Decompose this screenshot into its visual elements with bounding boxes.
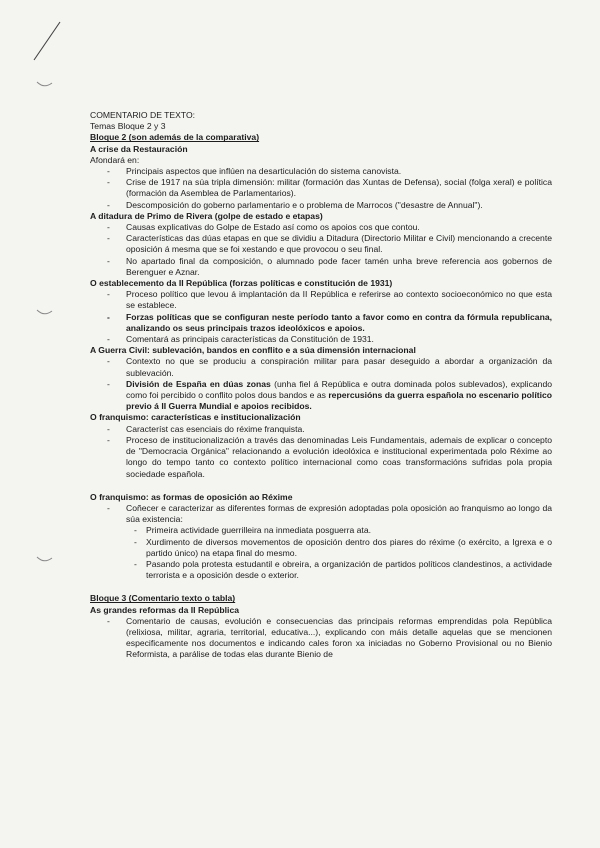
sublist-item: - Primeira actividade guerrilleira na inmediata posguerra ata.: [90, 525, 552, 536]
list-item: - Proceso político que levou á implantación da II República e referirse ao contexto socioeconómico no que esta se establece.: [90, 289, 552, 311]
bold-phrase: División de España en dúas zonas: [126, 378, 271, 389]
punch-hole-mark-top: [36, 80, 54, 90]
list-guerra-civil: [90, 356, 552, 412]
list-item: - Contexto no que se produciu a conspiración militar para pasar deseguido a abordar a organización da sublevación.: [90, 356, 552, 378]
pen-stroke-mark: [30, 18, 70, 64]
bold-phrase: repercusións da guerra española no escenario político previo á II Guerra Mundial e apoios recibidos.: [126, 390, 552, 412]
list-item: - Proceso de institucionalización a través das denominadas Leis Fundamentais, ademais de explicar o concepto de "Democracia Orgánica" relacionando a evolución ideolóxica e institucional experimentada polo Réxime ao longo do tempo tanto co contexto político internacional como coas transformacións sufridas pola propia sociedade española.: [90, 435, 552, 480]
section-intro: Afondará en:: [90, 154, 140, 165]
list-item: - Descomposición do goberno parlamentario e o problema de Marrocos ("desastre de Annual").: [90, 200, 552, 211]
list-ii-republica: [90, 289, 552, 345]
list-item: - Característ cas esenciais do réxime franquista.: [90, 424, 552, 435]
sublist-oposicion: [90, 525, 552, 581]
bloque3-heading: Bloque 3 (Comentario texto o tabla): [90, 593, 236, 604]
document-title: COMENTARIO DE TEXTO:: [90, 110, 196, 120]
list-item: - Causas explicativas do Golpe de Estado así como os apoios cos que contou.: [90, 222, 552, 233]
list-reformas-ii-republica: [90, 616, 552, 661]
list-primo-de-rivera: [90, 222, 552, 278]
list-item: [90, 379, 552, 413]
list-item: - No apartado final da composición, o alumnado pode facer tamén unha breve referencia aos gobernos de Berenguer e Aznar.: [90, 256, 552, 278]
list-item: - Principais aspectos que inflúen na desarticulación do sistema canovista.: [90, 166, 552, 177]
section-title-reformas-ii-republica: As grandes reformas da II República: [90, 604, 240, 615]
list-item: - Comentario de causas, evolución e consecuencias das principais reformas emprendidas pola República (relixiosa, militar, agraria, territorial, educativa...), explicando con máis detalle aquelas que se mencionen especificamente nos documentos e indicando cales foron xa iniciadas no Goberno Provisional ou no Bienio Reformista, a parálise de todas elas durante Bienio de: [90, 616, 552, 661]
section-title-ii-republica: O establecemento da II República (forzas políticas e constitución de 1931): [90, 278, 393, 289]
item-text: (unha fiel á República e outra dominada polos sublevados), explicando como foi percibido o conflito polos dous bandos e as: [126, 378, 553, 401]
section-title-guerra-civil: A Guerra Civil: sublevación, bandos en conflito e a súa dimensión internacional: [90, 345, 416, 356]
sublist-item: - Xurdimento de diversos movementos de oposición dentro dos piares do réxime (o exército, a Igrexa e o partido único) na etapa final do mesmo.: [90, 537, 552, 559]
item-text: Coñecer e caracterizar as diferentes formas de expresión adoptadas pola oposición ao franquismo ao longo da súa existencia:: [126, 502, 552, 525]
list-item: - Comentará as principais características da Constitución de 1931.: [90, 334, 552, 345]
list-franquismo-institucionalizacion: [90, 424, 552, 480]
list-item: [90, 503, 552, 581]
punch-hole-mark-bottom: [36, 555, 54, 565]
list-item: - Características das dúas etapas en que se dividiu a Ditadura (Directorio Militar e Civil) mencionando a crecente oposición á mesma que se foi xestando e que provocou o seu final.: [90, 233, 552, 255]
section-title-franquismo-institucionalizacion: O franquismo: características e institucionalización: [90, 412, 301, 423]
section-title-crise-restauracion: A crise da Restauración: [90, 143, 188, 154]
document-subtitle: Temas Bloque 2 y 3: [90, 121, 166, 132]
list-item: - Crise de 1917 na súa tripla dimensión: militar (formación das Xuntas de Defensa), social (folga xeral) e política (formación da Asemblea de Parlamentarios).: [90, 177, 552, 199]
list-franquismo-oposicion: [90, 503, 552, 581]
sublist-item: - Pasando pola protesta estudantil e obreira, a organización de partidos políticos clandestinos, a actividade terrorista e a oposición desde o exterior.: [90, 559, 552, 581]
section-title-franquismo-oposicion: O franquismo: as formas de oposición ao Réxime: [90, 491, 293, 502]
bloque2-heading: Bloque 2 (son además de la comparativa): [90, 132, 260, 143]
punch-hole-mark-middle: [36, 308, 54, 318]
list-item: - Forzas políticas que se configuran neste período tanto a favor como en contra da fórmula republicana, analizando os seus principais trazos ideolóxicos e apoios.: [90, 312, 552, 334]
section-title-primo-de-rivera: A ditadura de Primo de Rivera (golpe de estado e etapas): [90, 210, 323, 221]
list-crise-restauracion: [90, 166, 552, 211]
document-page: [90, 110, 552, 661]
